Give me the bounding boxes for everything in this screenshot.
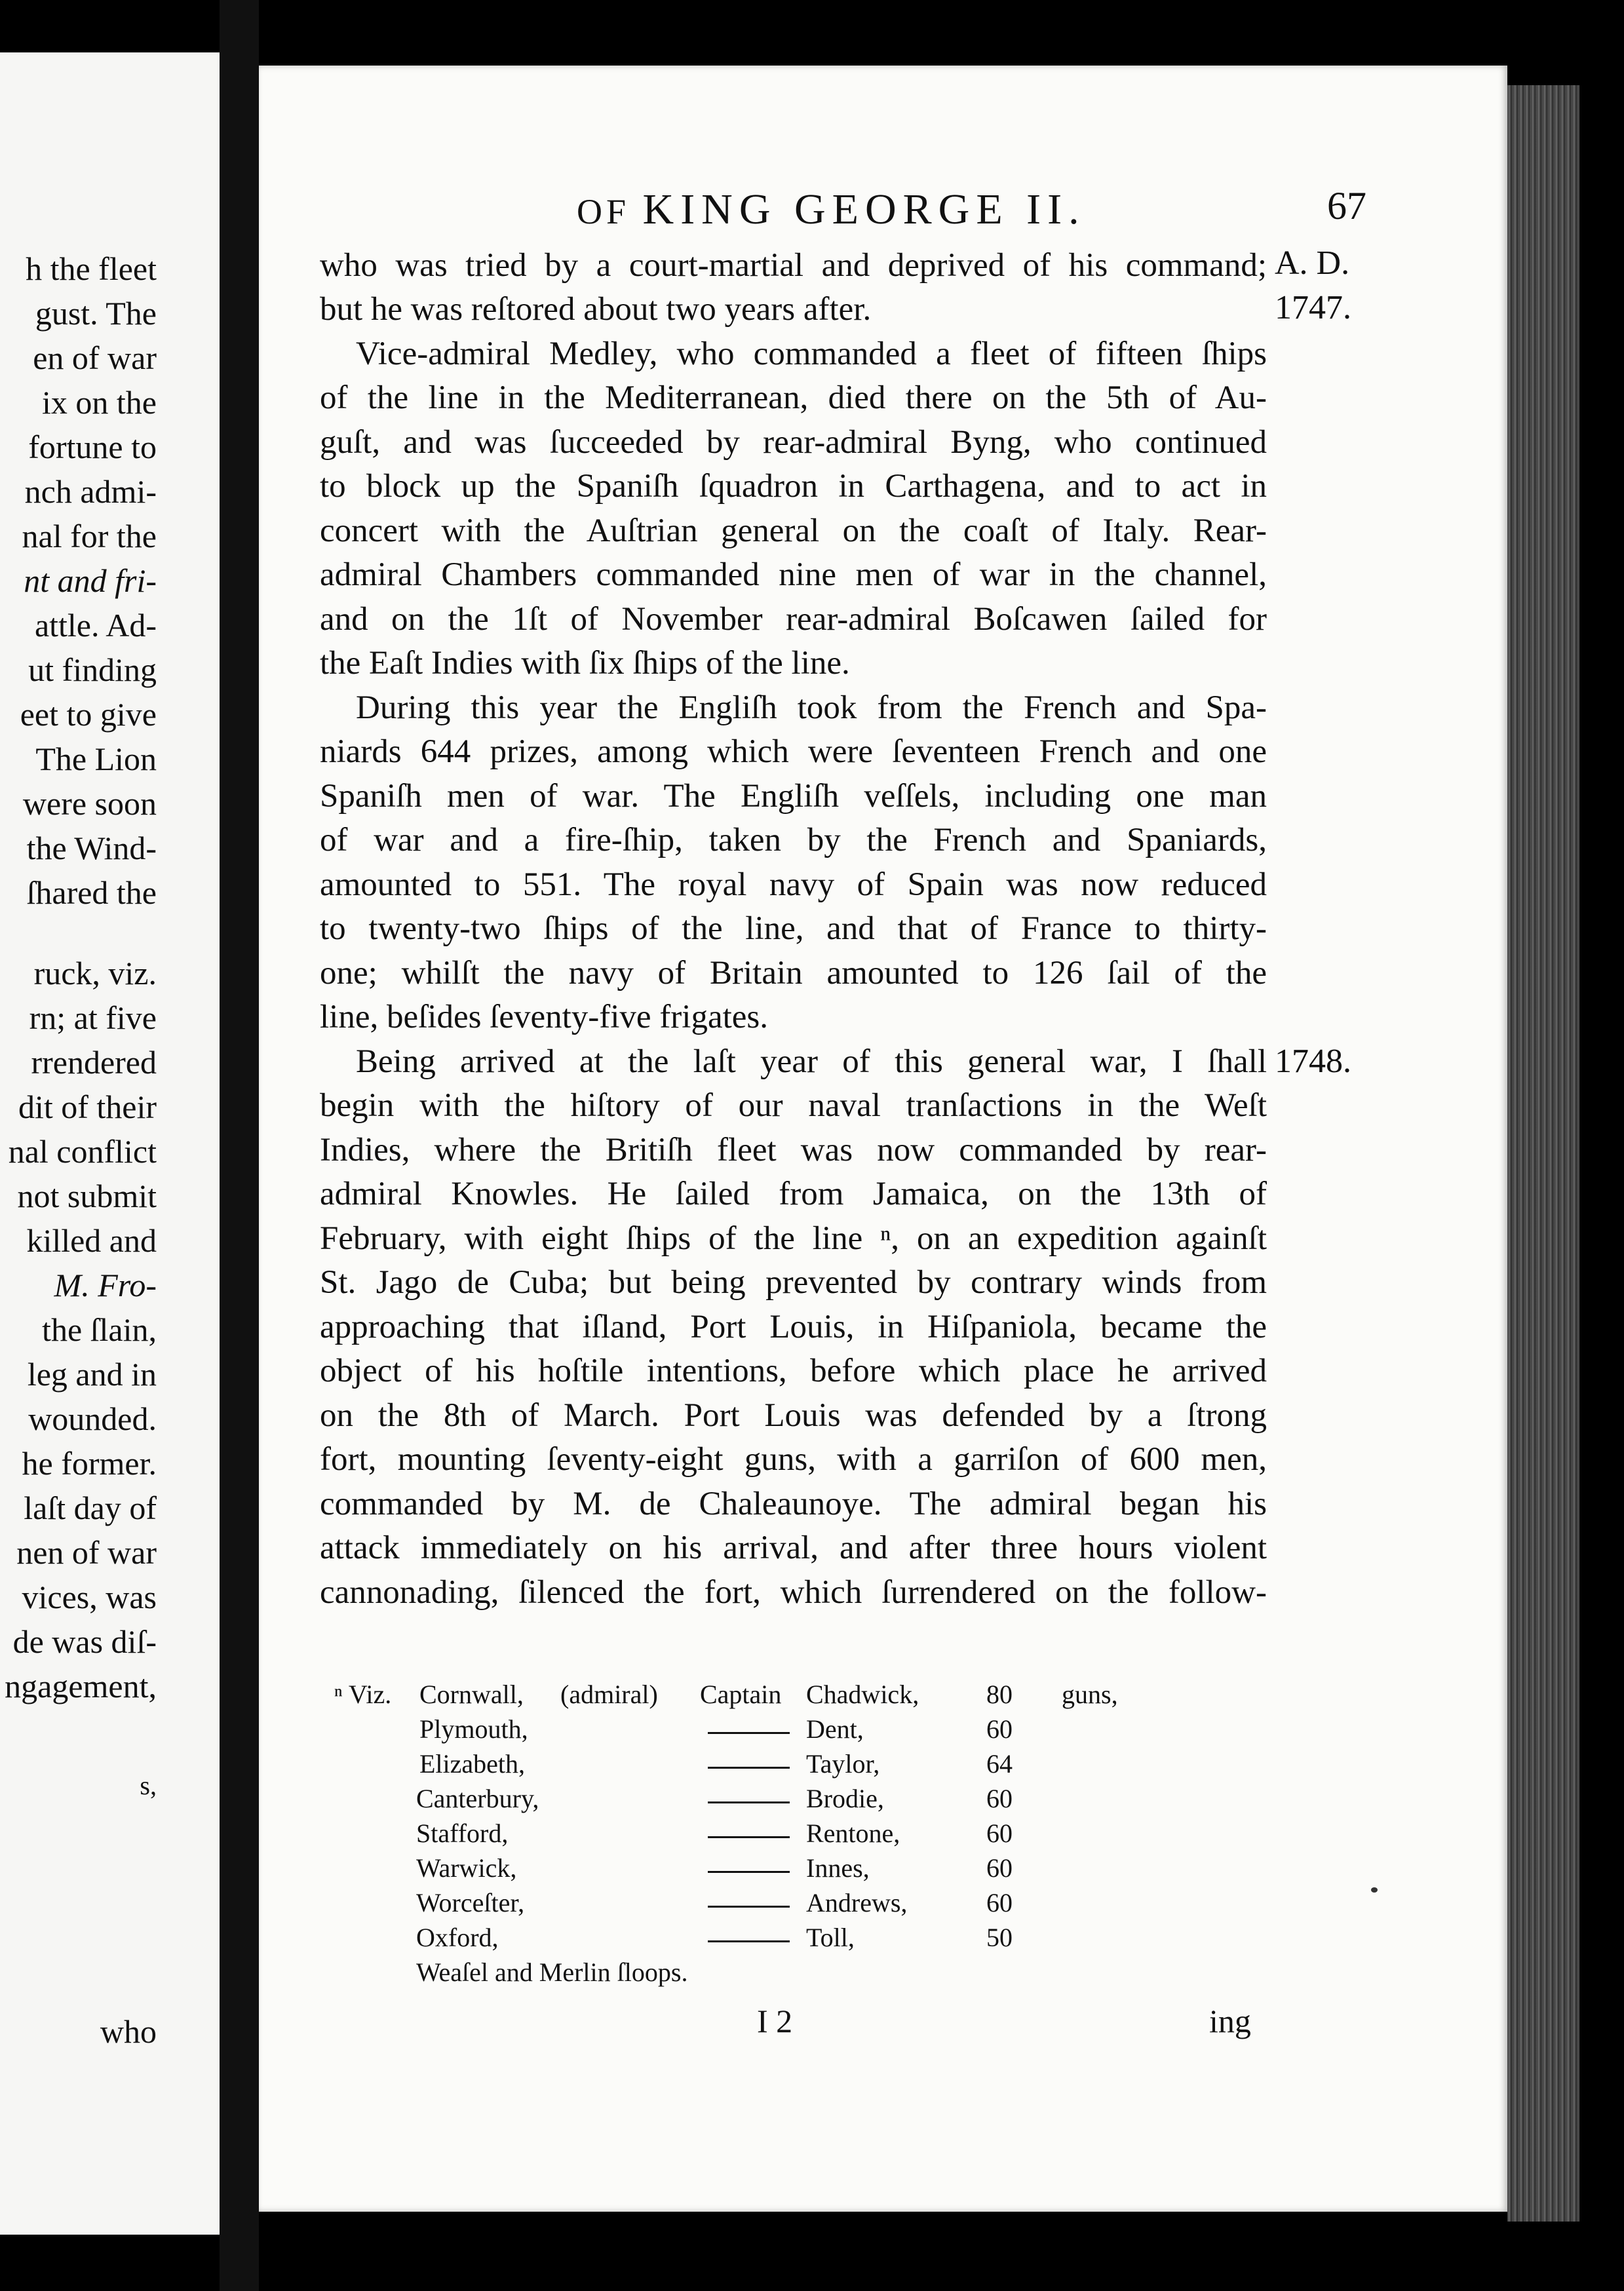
left-page-line: wounded. <box>28 1400 157 1437</box>
left-page-line: ngagement, <box>5 1668 157 1704</box>
footnote-ditto-dash <box>708 1836 790 1838</box>
left-page-line: h the fleet <box>26 250 157 287</box>
left-page-line: leg and in <box>27 1356 157 1393</box>
body-line: one; whilſt the navy of Britain amounted to 126 ſail of the <box>320 955 1267 991</box>
body-line: to twenty-two ſhips of the line, and that of France to thirty- <box>320 910 1267 947</box>
left-page-line: nch admi- <box>24 473 157 510</box>
footnote-captain: Brodie, <box>806 1784 884 1813</box>
footnote-guns: 60 <box>986 1853 1013 1883</box>
left-page-line: gust. The <box>35 295 157 332</box>
left-facing-page <box>0 52 220 2235</box>
footnote-captain: Innes, <box>806 1853 870 1883</box>
body-line: During this year the Engliſh took from the French and Spa- <box>356 689 1267 726</box>
left-page-line: ut finding <box>28 651 157 688</box>
footnote-ship: Stafford, <box>416 1819 509 1848</box>
body-line: Vice-admiral Medley, who commanded a fleet of fifteen ſhips <box>356 336 1267 372</box>
body-line: of the line in the Mediterranean, died there on the 5th of Au- <box>320 379 1267 416</box>
footnote-ditto-dash <box>708 1732 790 1734</box>
left-page-catchword: who <box>100 2013 157 2050</box>
footnote-captain: Andrews, <box>806 1888 908 1917</box>
footnote-ship: Oxford, <box>416 1923 499 1952</box>
footnote-ditto-dash <box>708 1940 790 1942</box>
footnote-guns: 64 <box>986 1749 1013 1779</box>
body-line: approaching that iſland, Port Louis, in Hiſpaniola, became the <box>320 1309 1267 1345</box>
left-page-line: nt and fri- <box>24 562 157 599</box>
running-head-title: KING GEORGE II. <box>642 185 1086 233</box>
signature-mark: I 2 <box>757 2003 793 2039</box>
left-page-line: nen of war <box>16 1534 157 1571</box>
body-line: and on the 1ſt of November rear-admiral Boſcawen ſailed for <box>320 601 1267 638</box>
left-page-line: rrendered <box>31 1044 157 1081</box>
ink-speck <box>1371 1887 1378 1893</box>
left-page-line: eet to give <box>20 696 157 733</box>
body-line: object of his hoſtile intentions, before which place he arrived <box>320 1353 1267 1389</box>
left-page-line: M. Fro- <box>54 1267 157 1303</box>
footnote-ditto-dash <box>708 1871 790 1873</box>
left-page-line: ſhared the <box>26 874 157 911</box>
footnote-guns: 60 <box>986 1819 1013 1848</box>
left-page-line: attle. Ad- <box>34 607 157 644</box>
body-line: niards 644 prizes, among which were ſeventeen French and one <box>320 733 1267 770</box>
left-page-line: The Lion <box>35 741 157 777</box>
body-line: admiral Chambers commanded nine men of war in the channel, <box>320 556 1267 593</box>
body-line: amounted to 551. The royal navy of Spain was now reduced <box>320 866 1267 903</box>
body-line: St. Jago de Cuba; but being prevented by contrary winds from <box>320 1264 1267 1301</box>
footnote-captain: Taylor, <box>806 1749 880 1779</box>
footnote-guns: 80 <box>986 1680 1013 1709</box>
left-page-line: he former. <box>22 1445 157 1482</box>
left-page-line: s, <box>140 1771 157 1800</box>
body-line: Being arrived at the laſt year of this general war, I ſhall <box>356 1043 1267 1080</box>
footnote-captain-label: Captain <box>700 1680 782 1709</box>
left-page-line: killed and <box>26 1222 157 1259</box>
body-line: who was tried by a court-martial and deprived of his command; <box>320 247 1267 284</box>
footnote-guns: 60 <box>986 1784 1013 1813</box>
left-page-line: the Wind- <box>26 830 157 866</box>
left-page-line: en of war <box>33 339 157 376</box>
running-head <box>577 185 1086 235</box>
footnote-ship: Plymouth, <box>419 1714 528 1744</box>
body-line: February, with eight ſhips of the line ⁿ, on an expedition againſt <box>320 1220 1267 1257</box>
margin-year-1748: 1748. <box>1275 1043 1351 1080</box>
body-line: attack immediately on his arrival, and after three hours violent <box>320 1530 1267 1566</box>
body-line: commanded by M. de Chaleaunoye. The admiral began his <box>320 1486 1267 1522</box>
footnote-ship: Warwick, <box>416 1853 517 1883</box>
left-page-line: ruck, viz. <box>33 955 157 991</box>
margin-year-1747: 1747. <box>1275 289 1351 326</box>
body-line: guſt, and was ſucceeded by rear-admiral Byng, who continued <box>320 424 1267 461</box>
body-line: fort, mounting ſeventy-eight guns, with a garriſon of 600 men, <box>320 1441 1267 1478</box>
left-page-line: vices, was <box>22 1579 157 1615</box>
footnote-ditto-dash <box>708 1767 790 1769</box>
footnote-marker: ⁿ Viz. <box>334 1680 392 1709</box>
left-page-line: rn; at five <box>29 999 157 1036</box>
running-head-prefix: OF <box>577 192 630 231</box>
left-page-line: not submit <box>17 1178 157 1214</box>
left-page-line: de was diſ- <box>12 1623 157 1660</box>
footnote-captain: Toll, <box>806 1923 855 1952</box>
left-page-line: ix on the <box>42 384 157 421</box>
body-line: of war and a fire-ſhip, taken by the French and Spaniards, <box>320 822 1267 858</box>
footnote-ditto-dash <box>708 1906 790 1908</box>
footnote-ship: Worceſter, <box>416 1888 525 1917</box>
footnote-units: guns, <box>1062 1680 1118 1709</box>
footnote-guns: 60 <box>986 1714 1013 1744</box>
footnote-guns: 50 <box>986 1923 1013 1952</box>
footnote-ditto-dash <box>708 1801 790 1803</box>
body-line: Spaniſh men of war. The Engliſh veſſels, including one man <box>320 778 1267 815</box>
page-edges <box>1507 85 1579 2222</box>
footnote-admiral-note: (admiral) <box>560 1680 658 1709</box>
body-line: to block up the Spaniſh ſquadron in Carthagena, and to act in <box>320 468 1267 505</box>
body-line: cannonading, ſilenced the fort, which ſurrendered on the follow- <box>320 1574 1267 1611</box>
left-page-line: were soon <box>22 785 157 822</box>
left-page-line: the ſlain, <box>42 1311 157 1348</box>
body-line: concert with the Auſtrian general on the coaſt of Italy. Rear- <box>320 512 1267 549</box>
catchword: ing <box>1209 2003 1251 2039</box>
left-page-line: nal for the <box>22 518 157 554</box>
footnote-ship: Cornwall, <box>419 1680 524 1709</box>
body-line: begin with the hiſtory of our naval tranſactions in the Weſt <box>320 1087 1267 1124</box>
book-gutter <box>220 0 259 2291</box>
margin-date-label: A. D. <box>1275 244 1350 282</box>
body-line: admiral Knowles. He ſailed from Jamaica, on the 13th of <box>320 1176 1267 1212</box>
footnote-captain: Rentone, <box>806 1819 900 1848</box>
body-line: the Eaſt Indies with ſix ſhips of the line. <box>320 645 850 682</box>
left-page-line: dit of their <box>18 1088 157 1125</box>
body-line: on the 8th of March. Port Louis was defended by a ſtrong <box>320 1397 1267 1434</box>
footnote-captain: Chadwick, <box>806 1680 919 1709</box>
footnote-guns: 60 <box>986 1888 1013 1917</box>
left-page-line: fortune to <box>28 429 157 465</box>
page-number: 67 <box>1327 184 1366 227</box>
footnote-extra: Weaſel and Merlin ſloops. <box>416 1957 688 1987</box>
left-page-line: nal conflict <box>8 1133 157 1170</box>
footnote-ship: Canterbury, <box>416 1784 539 1813</box>
body-line: Indies, where the Britiſh fleet was now commanded by rear- <box>320 1132 1267 1168</box>
footnote-ship: Elizabeth, <box>419 1749 526 1779</box>
body-line: line, beſides ſeventy-five frigates. <box>320 999 768 1035</box>
left-page-line: laſt day of <box>24 1490 157 1526</box>
footnote-captain: Dent, <box>806 1714 864 1744</box>
body-line: but he was reſtored about two years after. <box>320 291 872 328</box>
